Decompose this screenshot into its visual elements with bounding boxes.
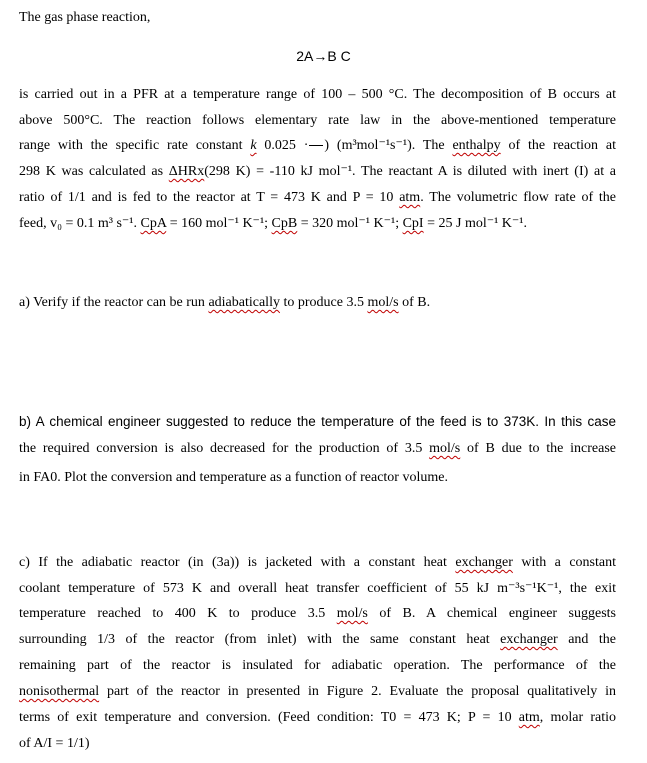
- paragraph1-line6: [19, 215, 527, 233]
- cpi-symbol: CpI: [402, 216, 424, 231]
- part-c-line1: [19, 554, 616, 572]
- p1-l4-a: 298 K was calculated as: [19, 164, 169, 179]
- atm-unit: atm: [399, 190, 421, 205]
- p1-l6-a: feed, v₀ = 0.1 m³ s⁻¹.: [19, 216, 141, 231]
- part-b-line3: in FA0. Plot the conversion and temperature as a function of reactor volume.: [19, 470, 448, 485]
- adiabatically-word: adiabatically: [208, 295, 280, 310]
- p1-l3-d: of the reaction at: [500, 138, 616, 153]
- p1-l4-b: (298 K) = -110 kJ mol⁻¹. The reactant A is diluted with inert (I) at a: [204, 164, 616, 179]
- part-c-l1a: c) If the adiabatic reactor (in (3a)) is jacketed with a constant heat: [19, 555, 456, 570]
- part-c-l7b: , molar ratio: [539, 710, 616, 725]
- part-c-line2: coolant temperature of 573 K and overall heat transfer coefficient of 55 kJ m⁻³s⁻¹K⁻¹, the exit: [19, 581, 616, 596]
- paragraph1-line1: is carried out in a PFR at a temperature range of 100 – 500 °C. The decomposition of B occurs at: [19, 87, 616, 102]
- part-c-l4b: and the: [557, 632, 616, 647]
- part-c-l6b: part of the reactor in presented in Figure 2. Evaluate the proposal qualitatively in: [99, 684, 616, 699]
- part-c-l4a: surrounding 1/3 of the reactor (from inlet) with the same constant heat: [19, 632, 501, 647]
- mols-unit-c: mol/s: [336, 606, 368, 621]
- p1-l3-a: range with the specific rate constant: [19, 138, 251, 153]
- part-b-l2b: of B due to the increase: [460, 441, 616, 456]
- reaction-equation: [0, 48, 647, 64]
- p1-l3-c: ) (m³mol⁻¹s⁻¹). The: [324, 138, 453, 153]
- part-b-line1: b) A chemical engineer suggested to reduce the temperature of the feed is to 373K. In this case: [19, 414, 616, 429]
- part-c-l3a: temperature reached to 400 K to produce 3.5: [19, 606, 337, 621]
- atm-unit-c: atm: [518, 710, 540, 725]
- p1-l6-c: = 320 mol⁻¹ K⁻¹;: [297, 216, 403, 231]
- paragraph1-line5: [19, 189, 616, 207]
- paragraph1-line2: above 500°C. The reaction follows elementary rate law in the above-mentioned temperature: [19, 113, 616, 128]
- exchanger-word-1: exchanger: [455, 555, 513, 570]
- part-a-question: [19, 294, 430, 312]
- p1-l5-a: ratio of 1/1 and is fed to the reactor at T = 473 K and P = 10: [19, 190, 400, 205]
- cpa-symbol: CpA: [140, 216, 167, 231]
- paragraph1-line3: [19, 137, 616, 155]
- p1-l6-b: = 160 mol⁻¹ K⁻¹;: [166, 216, 272, 231]
- part-a-t1: a) Verify if the reactor can be run: [19, 295, 209, 310]
- part-b-line2: [19, 440, 616, 458]
- part-b-l2a: the required conversion is also decreased for the production of 3.5: [19, 441, 430, 456]
- part-c-line4: [19, 631, 616, 649]
- part-c-l1b: with a constant: [512, 555, 617, 570]
- mols-unit: mol/s: [367, 295, 399, 310]
- part-a-t3: of B.: [398, 295, 431, 310]
- cpb-symbol: CpB: [271, 216, 298, 231]
- part-c-line5: remaining part of the reactor is insulated for adiabatic operation. The performance of the: [19, 658, 616, 673]
- paragraph1-line4: [19, 163, 616, 181]
- p1-l5-b: . The volumetric flow rate of the: [420, 190, 616, 205]
- p1-l3-b: 0.025 ·: [256, 138, 309, 153]
- part-c-line3: [19, 605, 616, 623]
- exchanger-word-2: exchanger: [500, 632, 558, 647]
- rate-constant-symbol: k: [250, 138, 257, 153]
- part-c-l3b: of B. A chemical engineer suggests: [367, 606, 616, 621]
- part-c-line6: [19, 683, 616, 701]
- part-c-line8: of A/I = 1/1): [19, 736, 90, 751]
- intro-text: The gas phase reaction,: [19, 10, 151, 25]
- mols-unit-b: mol/s: [429, 441, 461, 456]
- enthalpy-word: enthalpy: [452, 138, 501, 153]
- part-c-l7a: terms of exit temperature and conversion. (Feed condition: T0 = 473 K; P = 10: [19, 710, 519, 725]
- equation-text: 2A→B C: [296, 48, 351, 64]
- delta-h-symbol: ΔHRx: [168, 164, 205, 179]
- part-c-line7: [19, 709, 616, 727]
- fraction-line: [309, 145, 323, 146]
- part-a-t2: to produce 3.5: [279, 295, 368, 310]
- nonisothermal-word: nonisothermal: [19, 684, 100, 699]
- p1-l6-d: = 25 J mol⁻¹ K⁻¹.: [423, 216, 528, 231]
